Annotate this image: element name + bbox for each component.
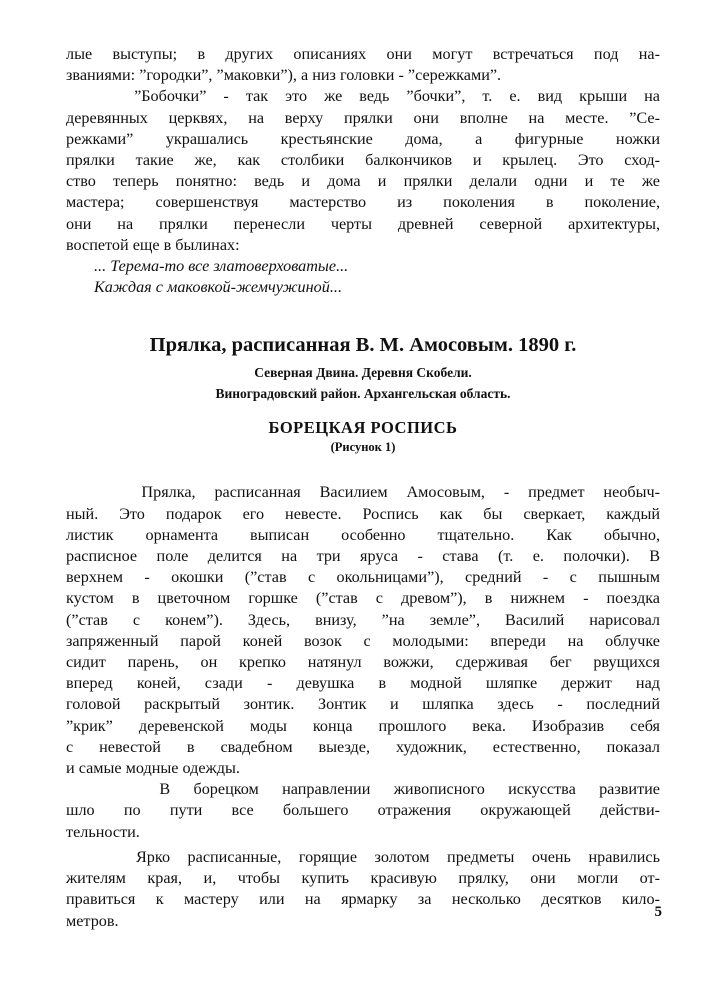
text-line: ”крик” деревенской моды конца прошлого века. Изобразив себя [66, 716, 660, 735]
text-line: верхнем - окошки (”став с окольницами”), средний - с пышным [66, 568, 660, 587]
text-line: жителям края, и, чтобы купить красивую прялку, они могли от- [66, 869, 660, 888]
text-line: званиями: ”городки”, ”маковки”), а низ головки - ”сережками”. [66, 66, 502, 85]
text-line: ство теперь понятно: ведь и дома и прялки делали одни и те же [66, 172, 660, 191]
text-line: метров. [66, 911, 119, 930]
text-line: вперед коней, сзади - девушка в модной шляпке держит над [66, 674, 660, 693]
text-line: лые выступы; в других описаниях они могут встречаться под на- [66, 45, 660, 63]
paragraph-bobochki [66, 86, 660, 256]
text-line: расписное поле делится на три яруса - става (т. е. полочки). В [66, 547, 660, 566]
text-line: воспетой еще в былинах: [66, 235, 240, 254]
text-line: шло по пути все большего отражения окружающей действи- [66, 801, 660, 820]
text-line: Ярко расписанные, горящие золотом предметы очень нравились [66, 847, 660, 866]
poem-quote [94, 256, 660, 298]
text-line: с невестой в свадебном выезде, художник, естественно, показал [66, 737, 660, 756]
text-line: (”став с конем”). Здесь, внизу, ”на земле”, Василий нарисовал [66, 610, 660, 629]
location-subtitle: Северная Двина. Деревня Скобели. [254, 365, 472, 381]
intro-paragraph [66, 44, 660, 86]
paragraph-description [66, 482, 660, 779]
text-line: листик орнамента выписан особенно тщательно. Как обычно, [66, 525, 660, 544]
text-line: правиться к мастеру или на ярмарку за несколько десятков кило- [66, 890, 660, 909]
page-content [66, 44, 660, 932]
text-line: кустом в цветочном горшке (”став с древом”), в нижнем - поездка [66, 589, 660, 608]
section-title: Прялка, расписанная В. М. Амосовым. 1890 г. [149, 334, 577, 357]
poem-line: Каждая с маковкой-жемчужиной... [94, 278, 342, 297]
text-line: тельности. [66, 822, 140, 841]
paragraph-direction [66, 779, 660, 843]
text-line: В борецком направлении живописного искусства развитие [66, 780, 660, 799]
text-line: ”Бобочки” - так это же ведь ”бочки”, т. е. вид крыши на [66, 87, 660, 106]
text-line: головой раскрытый зонтик. Зонтик и шляпка здесь - последний [66, 695, 660, 714]
style-heading: БОРЕЦКАЯ РОСПИСЬ [268, 418, 458, 438]
text-line: Прялка, расписанная Василием Амосовым, - предмет необыч- [66, 483, 660, 502]
text-line: запряженный парой коней возок с молодыми: впереди на облучке [66, 631, 660, 650]
paragraph-market [66, 847, 660, 932]
text-line: мастера; совершенствуя мастерство из поколения в поколение, [66, 193, 660, 212]
text-line: деревянных церквях, на верху прялки они вполне на месте. ”Се- [66, 108, 660, 127]
poem-line: ... Терема-то все златоверховатые... [94, 257, 349, 276]
text-line: и самые модные одежды. [66, 759, 240, 778]
page-number: 5 [654, 904, 662, 920]
text-line: сидит парень, он крепко натянул вожжи, сдерживая бег рвущихся [66, 653, 660, 672]
text-line: ный. Это подарок его невесте. Роспись как бы сверкает, каждый [66, 504, 660, 523]
text-line: режками” украшались крестьянские дома, а фигурные ножки [66, 129, 660, 148]
figure-reference: (Рисунок 1) [330, 440, 396, 455]
text-line: прялки такие же, как столбики балкончиков и крылец. Это сход- [66, 151, 660, 170]
region-subtitle: Виноградовский район. Архангельская область. [215, 386, 511, 402]
text-line: они на прялки перенесли черты древней северной архитектуры, [66, 214, 660, 233]
